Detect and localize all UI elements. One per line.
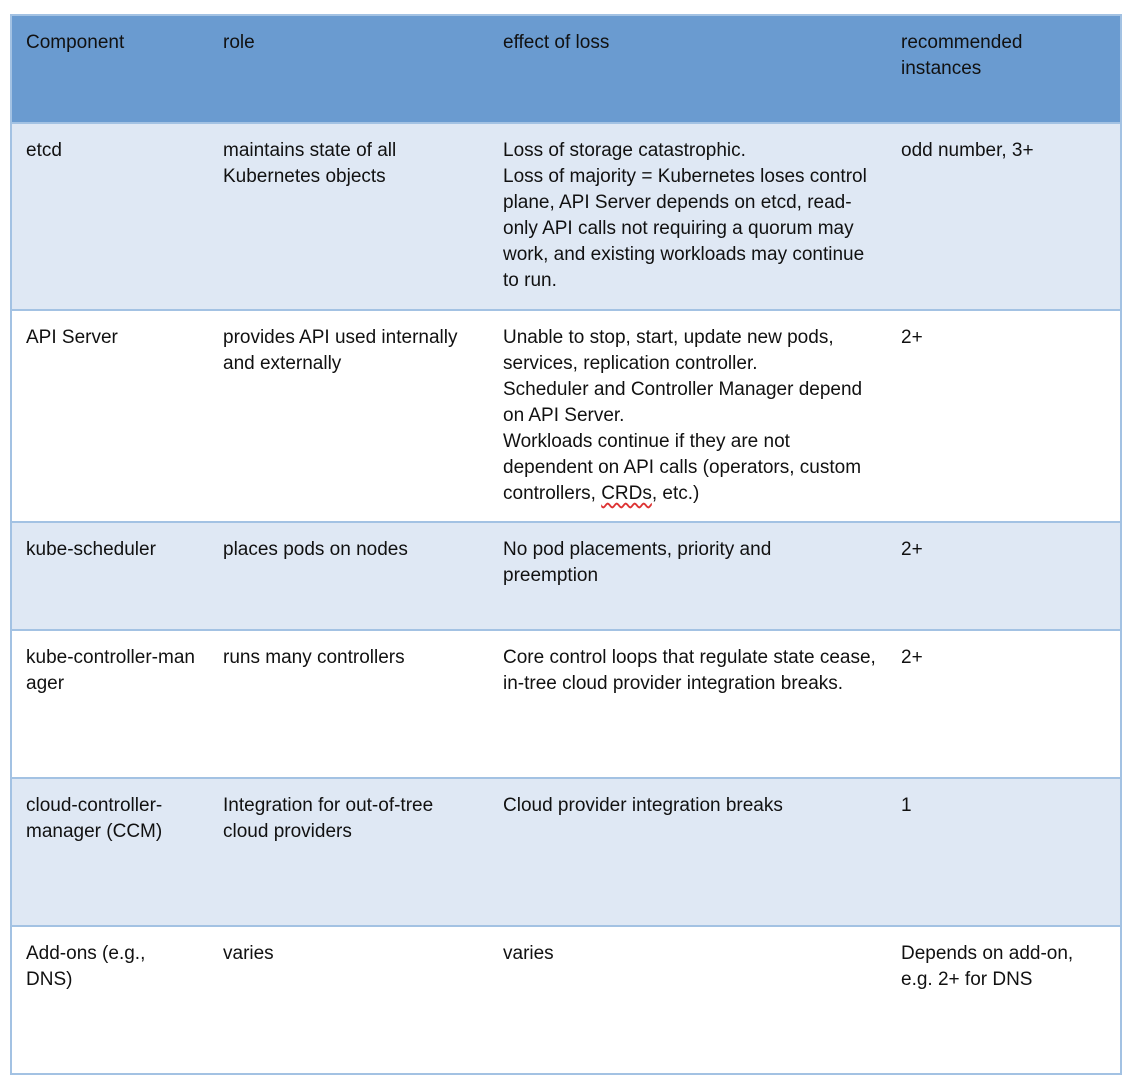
cell-role: Integration for out-of-tree cloud providers	[223, 795, 434, 842]
cell-role: runs many controllers	[223, 647, 405, 668]
header-instances: recommended instances	[901, 32, 1023, 79]
cell-instances: 2+	[901, 539, 923, 560]
cell-role: places pods on nodes	[223, 539, 408, 560]
cell-instances: 1	[901, 795, 912, 816]
table-row	[11, 123, 1121, 310]
cell-instances: 2+	[901, 327, 923, 348]
cell-component: cloud-controller-manager (CCM)	[26, 795, 163, 842]
table-row	[11, 630, 1121, 778]
cell-instances: Depends on add-on, e.g. 2+ for DNS	[901, 943, 1074, 990]
effect-line: Unable to stop, start, update new pods, services, replication controller.	[503, 327, 834, 374]
effect-line: Loss of majority = Kubernetes loses control plane, API Server depends on etcd, read-only API calls not requiring a quorum may work, and existing workloads may continue to run.	[503, 166, 867, 291]
cell-component: etcd	[26, 140, 62, 161]
cell-component: kube-scheduler	[26, 539, 156, 560]
cell-role: maintains state of all Kubernetes objects	[223, 140, 397, 187]
cell-component: Add-ons (e.g., DNS)	[26, 943, 146, 990]
effect-line: varies	[503, 943, 554, 964]
table-header-row	[11, 15, 1121, 123]
cell-role: provides API used internally and externally	[223, 327, 458, 374]
cell-effect	[489, 123, 887, 310]
effect-line: Scheduler and Controller Manager depend on API Server.	[503, 379, 863, 426]
cell-effect	[489, 310, 887, 522]
effect-line: Core control loops that regulate state cease, in-tree cloud provider integration breaks.	[503, 647, 876, 694]
cell-component: API Server	[26, 327, 118, 348]
cell-effect	[489, 522, 887, 630]
cell-effect	[489, 926, 887, 1074]
header-component: Component	[26, 32, 125, 53]
effect-line: No pod placements, priority and preemption	[503, 539, 772, 586]
cell-effect	[489, 778, 887, 926]
cell-role: varies	[223, 943, 274, 964]
effect-line: Loss of storage catastrophic.	[503, 140, 746, 161]
components-table	[10, 14, 1122, 1075]
table-row	[11, 522, 1121, 630]
header-effect: effect of loss	[503, 32, 610, 53]
table-row	[11, 778, 1121, 926]
header-role: role	[223, 32, 255, 53]
cell-effect	[489, 630, 887, 778]
cell-instances: 2+	[901, 647, 923, 668]
spellcheck-flag: CRDs	[601, 483, 652, 504]
table-row	[11, 310, 1121, 522]
effect-line: Cloud provider integration breaks	[503, 795, 783, 816]
table-row	[11, 926, 1121, 1074]
cell-component: kube-controller-manager	[26, 647, 195, 694]
effect-line: Workloads continue if they are not dependent on API calls (operators, custom controllers, CRDs, etc.)	[503, 431, 862, 504]
cell-instances: odd number, 3+	[901, 140, 1034, 161]
